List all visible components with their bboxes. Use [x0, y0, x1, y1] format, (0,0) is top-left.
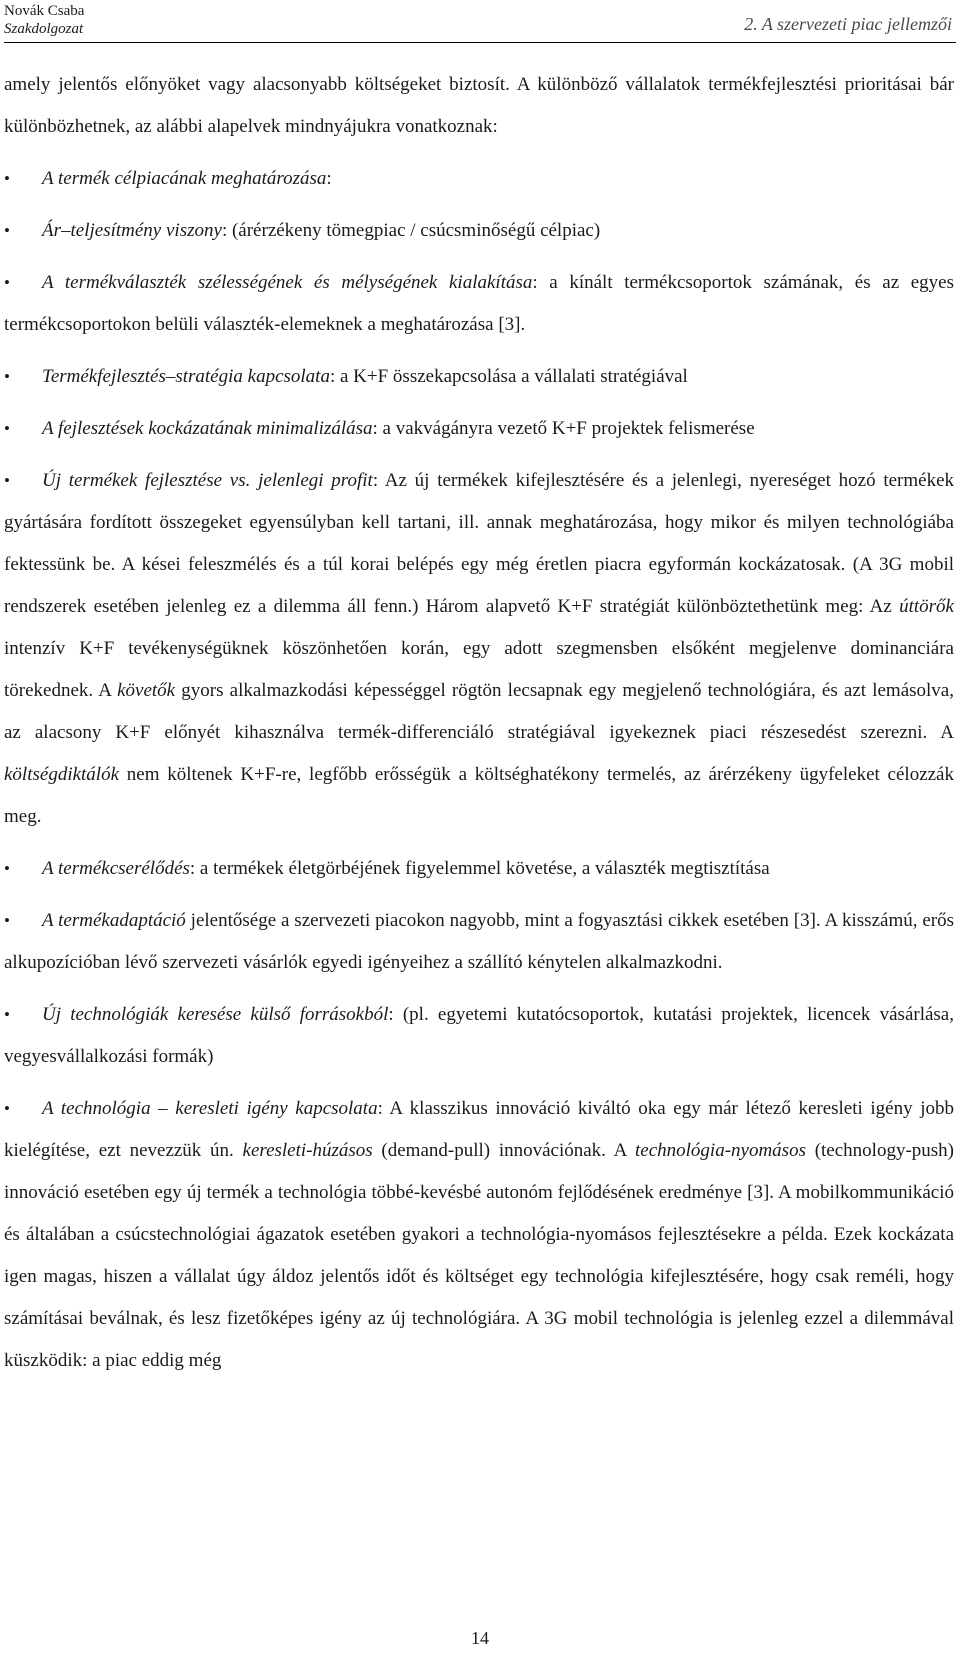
body-text: [4, 64, 954, 1382]
bullet-icon: •: [4, 419, 10, 438]
bullet-icon: •: [4, 1005, 10, 1024]
bullet-icon: •: [4, 911, 10, 930]
bullet-icon: •: [4, 471, 10, 490]
header-left: [4, 2, 84, 38]
item-text: (demand-pull) innovációnak. A: [372, 1140, 635, 1161]
list-item: [4, 994, 954, 1078]
term-demand-pull: keresleti-húzásos: [242, 1140, 373, 1161]
item-text: : Az új termékek kifejlesztésére és a jelenlegi, nyereséget hozó termékek gyártására fordított összegeket egyensúlyban kell tartani, ill. annak meghatározása, hogy mikor és milyen technológiába fektessünk be. A kései feleszmélés és a túl korai belépés egy még éretlen piacra egyformán kockázatosak. (A 3G mobil rendszerek esetében jelenleg ez a dilemma áll fenn.) Három alapvető K+F stratégiát különböztethetünk meg: Az: [4, 470, 954, 617]
term-cost-leaders: költségdiktálók: [4, 764, 120, 785]
author-name: Novák Csaba: [4, 3, 85, 19]
item-term: Új technológiák keresése külső forrásokból: [42, 1004, 389, 1025]
item-text: :: [326, 168, 332, 189]
list-item: [4, 210, 954, 252]
list-item: [4, 460, 954, 838]
item-text: : A klasszikus innováció kiváltó oka egy már létező keresleti igény jobb kielégítése, ezt nevezzük ún.: [4, 1098, 954, 1161]
item-term: A termék célpiacának meghatározása: [42, 168, 327, 189]
list-item: [4, 408, 954, 450]
intro-paragraph: amely jelentős előnyöket vagy alacsonyabb költségeket biztosít. A különböző vállalatok termékfejlesztési prioritásai bár különbözhetnek, az alábbi alapelvek mindnyájukra vonatkoznak:: [4, 74, 954, 137]
item-text: : a termékek életgörbéjének figyelemmel követése, a választék megtisztítása: [189, 858, 770, 879]
page-header: [4, 2, 956, 43]
item-term: A fejlesztések kockázatának minimalizálása: [42, 418, 373, 439]
term-technology-push: technológia-nyomásos: [635, 1140, 806, 1161]
list-item: [4, 158, 954, 200]
item-text: : a vakvágányra vezető K+F projektek felismerése: [372, 418, 755, 439]
list-item: [4, 848, 954, 890]
bullet-icon: •: [4, 273, 10, 292]
item-term: A termékadaptáció: [42, 910, 186, 931]
bullet-icon: •: [4, 859, 10, 878]
item-term: A termékválaszték szélességének és mélységének kialakítása: [42, 272, 533, 293]
bullet-icon: •: [4, 1099, 10, 1118]
item-text: : a kínált termékcsoportok számának, és az egyes termékcsoportokon belüli választék-elemeknek a meghatározása [3].: [4, 272, 955, 335]
list-item: [4, 1088, 954, 1382]
term-pioneers: úttörők: [899, 596, 954, 617]
bullet-icon: •: [4, 169, 10, 188]
document-type: Szakdolgozat: [4, 21, 84, 37]
item-text: intenzív K+F tevékenységüknek köszönhetően korán, egy adott szegmensben elsőként megjelenve dominanciára törekednek. A: [4, 638, 954, 701]
item-text: : (pl. egyetemi kutatócsoportok, kutatási projektek, licencek vásárlása, vegyesvállalkozási formák): [4, 1004, 954, 1067]
item-text: gyors alkalmazkodási képességgel rögtön lecsapnak egy megjelenő technológiára, és azt lemásolva, az alacsony K+F előnyét kihasználva termék-differenciáló stratégiával igyekeznek piaci részesedést szerezni. A: [4, 680, 954, 743]
item-text: nem költenek K+F-re, legfőbb erősségük a költséghatékony termelés, az árérzékeny ügyfeleket célozzák meg.: [4, 764, 954, 827]
list-item: [4, 262, 954, 346]
item-term: A termékcserélődés: [42, 858, 190, 879]
item-text: jelentősége a szervezeti piacokon nagyobb, mint a fogyasztási cikkek esetében [3]. A kisszámú, erős alkupozícióban lévő szervezeti vásárlók egyedi igényeihez a szállító kénytelen alkalmazkodni.: [4, 910, 954, 973]
page-number: 14: [471, 1628, 489, 1648]
chapter-title: 2. A szervezeti piac jellemzői: [744, 14, 952, 34]
list-item: [4, 356, 954, 398]
item-term: Termékfejlesztés–stratégia kapcsolata: [42, 366, 330, 387]
item-text: : a K+F összekapcsolása a vállalati stratégiával: [329, 366, 688, 387]
item-term: A technológia – keresleti igény kapcsolata: [42, 1098, 378, 1119]
bullet-icon: •: [4, 367, 10, 386]
item-text: : (árérzékeny tömegpiac / csúcsminőségű célpiac): [221, 220, 601, 241]
list-item: [4, 900, 954, 984]
item-text: (technology-push) innováció esetében egy új termék a technológia többé-kevésbé autonóm fejlődésének eredménye [3]. A mobilkommunikáció és általában a csúcstechnológiai ágazatok esetében gyakori a technológia-nyomásos fejlesztésekre a példa. Ezek kockázata igen magas, hiszen a vállalat úgy áldoz jelentős időt és költséget egy technológia kifejlesztésére, hogy csak reméli, hogy számításai beválnak, és lesz fizetőképes igény az új technológiára. A 3G mobil technológia is jelenleg ezzel a dilemmával küszködik: a piac eddig még: [4, 1140, 955, 1371]
bullet-icon: •: [4, 221, 10, 240]
term-followers: követők: [117, 680, 176, 701]
item-term: Új termékek fejlesztése vs. jelenlegi profit: [42, 470, 373, 491]
item-term: Ár–teljesítmény viszony: [42, 220, 222, 241]
